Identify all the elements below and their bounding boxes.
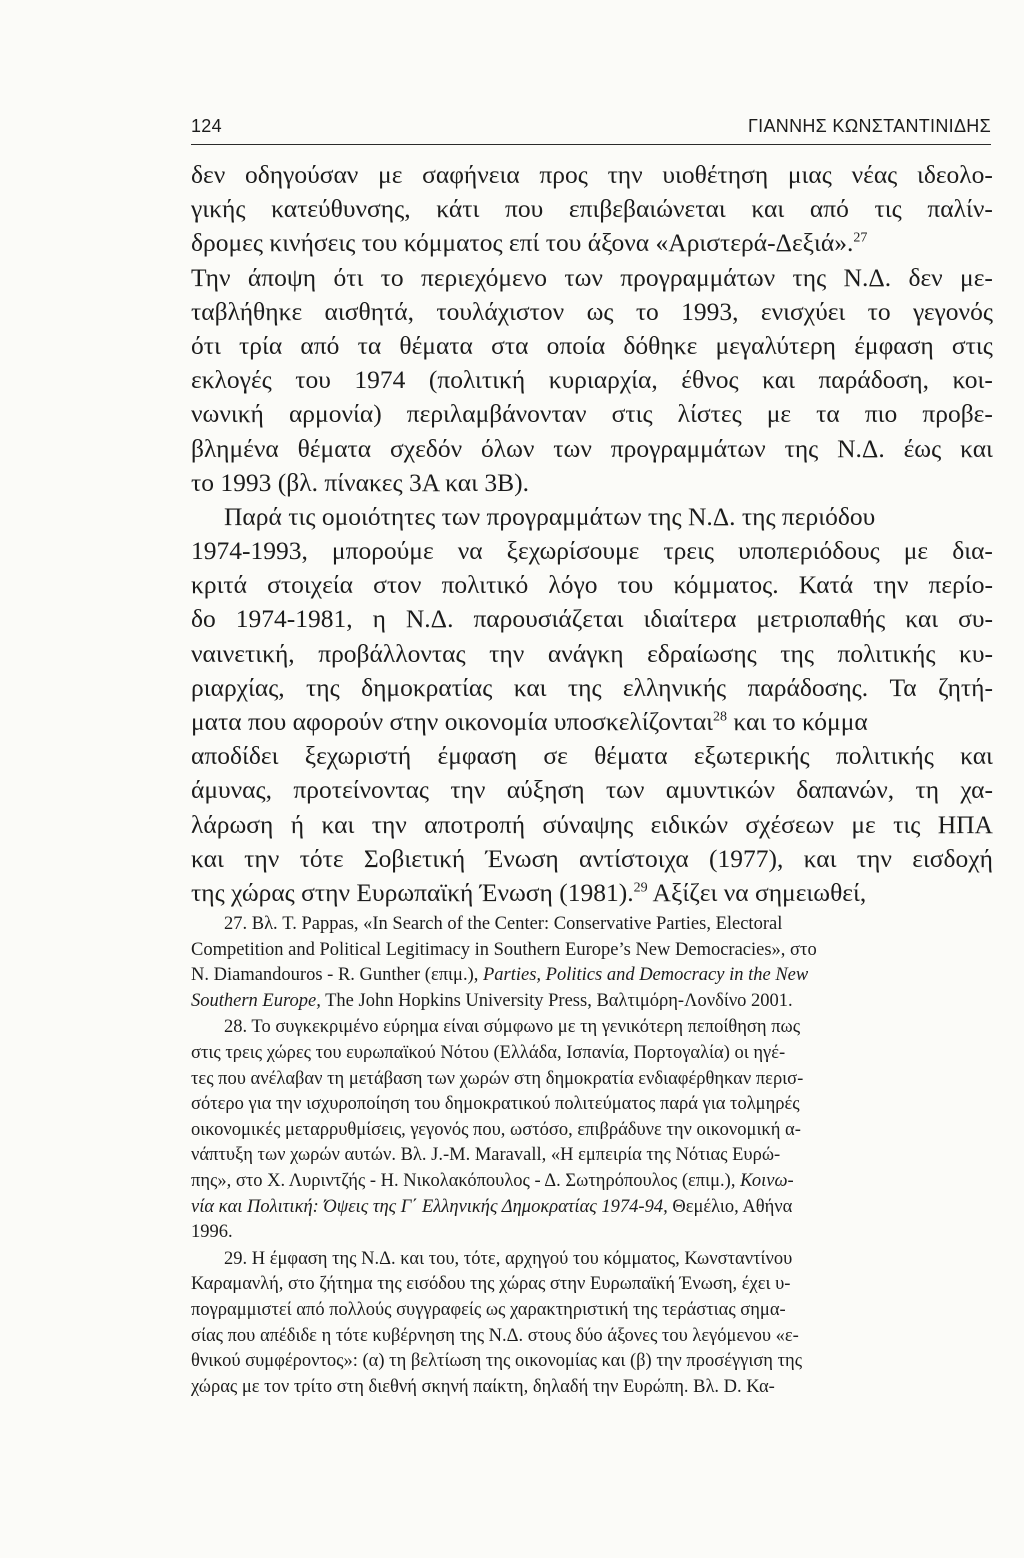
footnote-ref: 27 [853,230,868,246]
text-line: ματα που αφορούν στην οικονομία υποσκελίζονται$^{28}$ και το κόμμα [191,707,868,736]
text-line: κριτά στοιχεία στον πολιτικό λόγο του κόμματος. Κατά την περίο- [191,570,993,600]
text-line: δεν οδηγούσαν με σαφήνεια προς την υιοθέτηση μιας νέας ιδεολο- [191,160,993,189]
text-line: νωνική αρμονία) περιλαμβάνονταν στις λίστες με τα πιο προβε- [191,399,993,429]
paragraph-start: Παρά τις ομοιότητες των προγραμμάτων της Ν.Δ. της περιόδου [224,501,876,531]
footnote-ref: 29 [633,880,648,896]
footnote-29: 29. Η έμφαση της Ν.Δ. και του, τότε, αρχηγού του κόμματος, Κωνσταντίνου Καραμανλή, στο ζήτημα της εισόδου της χώρας στην Ευρωπαϊκή Ένωση, έχει υ- πογραμμιστεί από πολλούς συγγραφείς ως χαρακτηριστική της τεράστιας σημα- σίας που απέδιδε η τότε κυβέρνηση της Ν.Δ. στους δύο άξονες του λεγόμενου «ε- θνικού συμφέροντος»: (α) τη βελτίωση της οικονομίας και (β) την προσέγγιση της χώρας με τον τρίτο στη διεθνή σκηνή παίκτη, δηλαδή την Ευρώπη. Βλ. D. Κα- [191,1248,803,1397]
text-line: αποδίδει ξεχωριστή έμφαση σε θέματα εξωτερικής πολιτικής και [191,741,993,771]
text-line: το 1993 (βλ. πίνακες 3Α και 3Β). [191,467,529,497]
text-line: ταβλήθηκε αισθητά, τουλάχιστον ως το 1993, ενισχύει το γεγονός [191,296,993,326]
footnote-27: 27. Βλ. T. Pappas, «In Search of the Center: Conservative Parties, Electoral Competition and Political Legitimacy in Southern Europe’s New Democracies», στο N. Diamandouros - R. Gunther (επιμ.), Parties, Politics and Democracy in the New Southern Europe, The John Hopkins University Press, Βαλτιμόρη-Λονδίνο 2001. [191,914,817,1011]
page-number: 124 [191,116,222,136]
text-line: ναινετική, προβάλλοντας την ανάγκη εδραίωσης της πολιτικής κυ- [191,638,993,668]
text-line: ότι τρία από τα θέματα στα οποία δόθηκε μεγαλύτερη έμφαση στις [191,330,993,360]
text-line: Την άποψη ότι το περιεχόμενο των προγραμμάτων της Ν.Δ. δεν με- [191,262,993,292]
text-line: βλημένα θέματα σχεδόν όλων των προγραμμάτων της Ν.Δ. έως και [191,433,993,463]
text-line: 1974-1993, μπορούμε να ξεχωρίσουμε τρεις υποπεριόδους με δια- [191,536,993,566]
text-line: δρομες κινήσεις του κόμματος επί του άξονα «Αριστερά-Δεξιά».$^{27}$ [191,228,868,258]
text-line: άμυνας, προτείνοντας την αύξηση των αμυντικών δαπανών, τη χα- [191,775,993,805]
running-head-author: ΓΙΑΝΝΗΣ ΚΩΝΣΤΑΝΤΙΝΙΔΗΣ [747,116,991,136]
footnotes [191,912,993,1401]
text-line: δο 1974-1981, η Ν.Δ. παρουσιάζεται ιδιαίτερα μετριοπαθής και συ- [191,604,993,634]
main-text [191,158,993,910]
text-line: εκλογές του 1974 (πολιτική κυριαρχία, έθνος και παράδοση, κοι- [191,365,993,395]
text-line: λάρωση ή και την αποτροπή σύναψης ειδικών σχέσεων με τις ΗΠΑ [191,809,993,839]
text-line: και την τότε Σοβιετική Ένωση αντίστοιχα (1977), και την εισδοχή [191,843,993,873]
footnote-ref: 28 [713,709,728,725]
text-line: γικής κατεύθυνσης, κάτι που επιβεβαιώνεται και από τις παλίν- [191,194,993,224]
footnote-28: 28. Το συγκεκριμένο εύρημα είναι σύμφωνο με τη γενικότερη πεποίθηση πως στις τρεις χώρες του ευρωπαϊκού Νότου (Ελλάδα, Ισπανία, Πορτογαλία) οι ηγέ- τες που ανέλαβαν τη μετάβαση των χωρών στη δημοκρατία ενδιαφέρθηκαν περισ- σότερο για την ισχυροποίηση του δημοκρατικού πολιτεύματος παρά για τολμηρές οικονομικές μεταρρυθμίσεις, γεγονός που, ωστόσο, επιβράδυνε την οικονομική α- νάπτυξη των χωρών αυτών. Βλ. J.-M. Maravall, «Η εμπειρία της Νότιας Ευρώ- πης», στο Χ. Λυριντζής - Η. Νικολακόπουλος - Δ. Σωτηρόπουλος (επιμ.), Κοινω- νία και Πολιτική: Όψεις της Γ΄ Ελληνικής Δημοκρατίας 1974-94, Θεμέλιο, Αθήνα 1996. [191,1017,804,1243]
running-header [191,112,991,145]
text-line: της χώρας στην Ευρωπαϊκή Ένωση (1981).$^{29}$ Αξίζει να σημειωθεί, [191,877,867,907]
text-line: ριαρχίας, της δημοκρατίας και της ελληνικής παράδοσης. Τα ζητή- [191,672,993,702]
